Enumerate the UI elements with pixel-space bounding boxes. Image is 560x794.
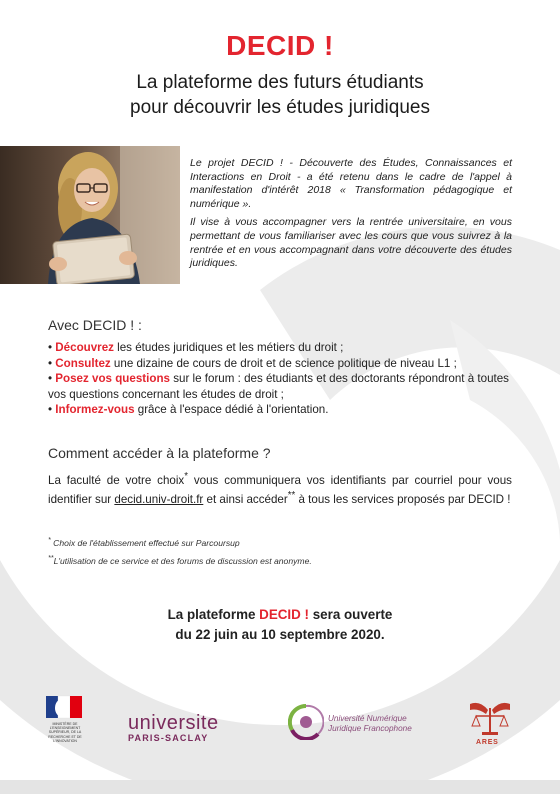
- avec-decid-heading: Avec DECID ! :: [48, 317, 142, 333]
- opening-text-after: sera ouverte: [309, 607, 393, 622]
- unjf-emblem: [288, 704, 324, 740]
- lower-grey-arc: [0, 560, 560, 794]
- footnote-2-mark: **: [48, 553, 54, 562]
- access-heading: Comment accéder à la plateforme ?: [48, 445, 271, 461]
- list-item: [48, 371, 528, 402]
- access-text-3: et ainsi accéder: [203, 493, 288, 507]
- page-title: DECID !: [226, 30, 334, 61]
- unjf-line-2: Juridique Francophone: [328, 724, 412, 733]
- list-item-highlight: Consultez: [55, 356, 111, 370]
- list-item-highlight: Informez-vous: [55, 403, 135, 417]
- bottom-band: [0, 780, 560, 794]
- footnote-2-text: L'utilisation de ce service et des forums de discussion est anonyme.: [53, 555, 312, 566]
- list-item-text: les études juridiques et les métiers du droit ;: [113, 341, 344, 354]
- ministere-label: MINISTÈRE DE L'ENSEIGNEMENT SUPÉRIEUR, DE LA RECHERCHE ET DE L'INNOVATION: [48, 722, 82, 743]
- bullet-icon: •: [48, 372, 53, 386]
- intro-text: [190, 157, 512, 276]
- opening-line-1: [0, 605, 560, 625]
- ministere-logo: [42, 694, 88, 743]
- scales-of-justice-icon: [466, 700, 514, 738]
- unjf-line-1: Université Numérique: [328, 714, 407, 723]
- unjf-logo-text: [328, 714, 412, 734]
- intro-paragraph-1: Le projet DECID ! - Découverte des Études, Connaissances et Interactions en Droit - a été retenu dans le cadre de l'appel à manifestation d'intérêt 2018 « Transformation pédagogique et numérique ».: [190, 157, 512, 210]
- footnote-1-mark: *: [48, 536, 51, 544]
- opening-text-before: La plateforme: [167, 607, 260, 622]
- ares-label: ARES: [476, 739, 499, 746]
- marianne-flag-icon: [42, 694, 88, 720]
- universite-paris-saclay-logo: [128, 712, 219, 743]
- ares-emblem: [466, 700, 514, 738]
- list-item-text: sur le forum : des étudiants et des doctorants répondront à toutes vos questions concernant les études de droit ;: [48, 372, 509, 401]
- unjf-circle-icon: [288, 704, 324, 740]
- footnotes: [48, 533, 508, 569]
- list-item: [48, 340, 528, 356]
- footnote-1-text: Choix de l'établissement effectué sur Parcoursup: [50, 537, 240, 548]
- list-item-highlight: Découvrez: [55, 341, 114, 354]
- ups-logo-line-2: PARIS-SACLAY: [128, 733, 209, 743]
- opening-line-2: du 22 juin au 10 septembre 2020.: [175, 627, 385, 642]
- ups-logo-line-1: universite: [128, 712, 219, 734]
- intro-paragraph-2: Il vise à vous accompagner vers la rentrée universitaire, en vous permettant de vous familiariser avec les cours que vous suivrez à la rentrée et en vous accompagnant dans votre découverte des études juridiques.: [190, 216, 512, 270]
- access-text-1: La faculté de votre choix: [48, 473, 185, 487]
- bullet-icon: •: [48, 356, 53, 370]
- opening-dates: [0, 605, 560, 645]
- page-subtitle: [0, 70, 560, 120]
- access-paragraph: [48, 469, 512, 508]
- list-item-text: grâce à l'espace dédié à l'orientation.: [134, 403, 329, 417]
- student-with-tablet-image: [0, 146, 180, 284]
- student-photo: [0, 146, 180, 284]
- subtitle-line-2: pour découvrir les études juridiques: [130, 97, 430, 118]
- footnote-1: [48, 533, 508, 551]
- feature-list: [48, 340, 528, 418]
- opening-highlight: DECID !: [259, 607, 309, 622]
- subtitle-line-1: La plateforme des futurs étudiants: [136, 72, 424, 93]
- footnote-2: [48, 551, 508, 569]
- bullet-icon: •: [48, 341, 53, 354]
- access-text-2: vous communiquera vos identifiants par courriel pour vous identifier sur: [48, 473, 512, 507]
- list-item: [48, 402, 528, 418]
- footnote-mark-1: *: [184, 471, 188, 482]
- list-item-highlight: Posez vos questions: [55, 372, 170, 386]
- footnote-mark-2: **: [287, 490, 296, 502]
- bullet-icon: •: [48, 403, 53, 417]
- decid-site-link[interactable]: decid.univ-droit.fr: [114, 493, 204, 507]
- list-item: [48, 356, 528, 372]
- access-text-4: à tous les services proposés par DECID !: [295, 493, 511, 507]
- list-item-text: une dizaine de cours de droit et de science politique de niveau L1 ;: [110, 356, 457, 370]
